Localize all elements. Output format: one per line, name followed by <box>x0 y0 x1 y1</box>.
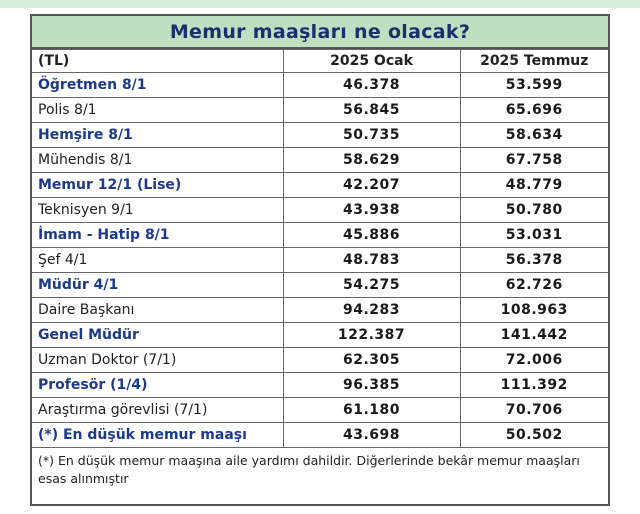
table-row <box>32 248 608 273</box>
unit-header: (TL) <box>32 50 283 73</box>
table-row <box>32 298 608 323</box>
temmuz-value: 111.392 <box>460 373 608 398</box>
row-label: Teknisyen 9/1 <box>32 198 283 223</box>
table-row <box>32 373 608 398</box>
header-row <box>32 50 608 73</box>
row-label: Uzman Doktor (7/1) <box>32 348 283 373</box>
ocak-value: 62.305 <box>283 348 460 373</box>
ocak-value: 42.207 <box>283 173 460 198</box>
top-accent-bar <box>0 0 640 8</box>
ocak-value: 50.735 <box>283 123 460 148</box>
temmuz-header: 2025 Temmuz <box>460 50 608 73</box>
table-row <box>32 348 608 373</box>
row-label: Genel Müdür <box>32 323 283 348</box>
row-label: Memur 12/1 (Lise) <box>32 173 283 198</box>
ocak-value: 96.385 <box>283 373 460 398</box>
temmuz-value: 48.779 <box>460 173 608 198</box>
table-row <box>32 73 608 98</box>
table-row <box>32 198 608 223</box>
temmuz-value: 62.726 <box>460 273 608 298</box>
temmuz-value: 70.706 <box>460 398 608 423</box>
ocak-value: 43.698 <box>283 423 460 448</box>
ocak-value: 58.629 <box>283 148 460 173</box>
table-row <box>32 173 608 198</box>
table-row <box>32 223 608 248</box>
temmuz-value: 53.599 <box>460 73 608 98</box>
row-label: İmam - Hatip 8/1 <box>32 223 283 248</box>
table-row <box>32 273 608 298</box>
ocak-value: 48.783 <box>283 248 460 273</box>
row-label: Daire Başkanı <box>32 298 283 323</box>
temmuz-value: 50.502 <box>460 423 608 448</box>
row-label: Polis 8/1 <box>32 98 283 123</box>
row-label: (*) En düşük memur maaşı <box>32 423 283 448</box>
temmuz-value: 108.963 <box>460 298 608 323</box>
row-label: Profesör (1/4) <box>32 373 283 398</box>
table-row <box>32 148 608 173</box>
salary-table <box>32 49 608 448</box>
ocak-value: 43.938 <box>283 198 460 223</box>
temmuz-value: 141.442 <box>460 323 608 348</box>
ocak-header: 2025 Ocak <box>283 50 460 73</box>
temmuz-value: 56.378 <box>460 248 608 273</box>
temmuz-value: 67.758 <box>460 148 608 173</box>
ocak-value: 45.886 <box>283 223 460 248</box>
temmuz-value: 72.006 <box>460 348 608 373</box>
row-label: Şef 4/1 <box>32 248 283 273</box>
salary-table-card <box>30 14 610 506</box>
table-row <box>32 98 608 123</box>
temmuz-value: 50.780 <box>460 198 608 223</box>
table-row-minimum <box>32 423 608 448</box>
row-label: Müdür 4/1 <box>32 273 283 298</box>
ocak-value: 94.283 <box>283 298 460 323</box>
table-title: Memur maaşları ne olacak? <box>32 16 608 49</box>
ocak-value: 46.378 <box>283 73 460 98</box>
row-label: Hemşire 8/1 <box>32 123 283 148</box>
ocak-value: 122.387 <box>283 323 460 348</box>
temmuz-value: 65.696 <box>460 98 608 123</box>
ocak-value: 54.275 <box>283 273 460 298</box>
table-row <box>32 398 608 423</box>
row-label: Araştırma görevlisi (7/1) <box>32 398 283 423</box>
table-row <box>32 323 608 348</box>
ocak-value: 61.180 <box>283 398 460 423</box>
row-label: Öğretmen 8/1 <box>32 73 283 98</box>
table-row <box>32 123 608 148</box>
row-label: Mühendis 8/1 <box>32 148 283 173</box>
temmuz-value: 58.634 <box>460 123 608 148</box>
temmuz-value: 53.031 <box>460 223 608 248</box>
ocak-value: 56.845 <box>283 98 460 123</box>
footnote: (*) En düşük memur maaşına aile yardımı dahildir. Diğerlerinde bekâr memur maaşları esas alınmıştır <box>38 453 580 486</box>
